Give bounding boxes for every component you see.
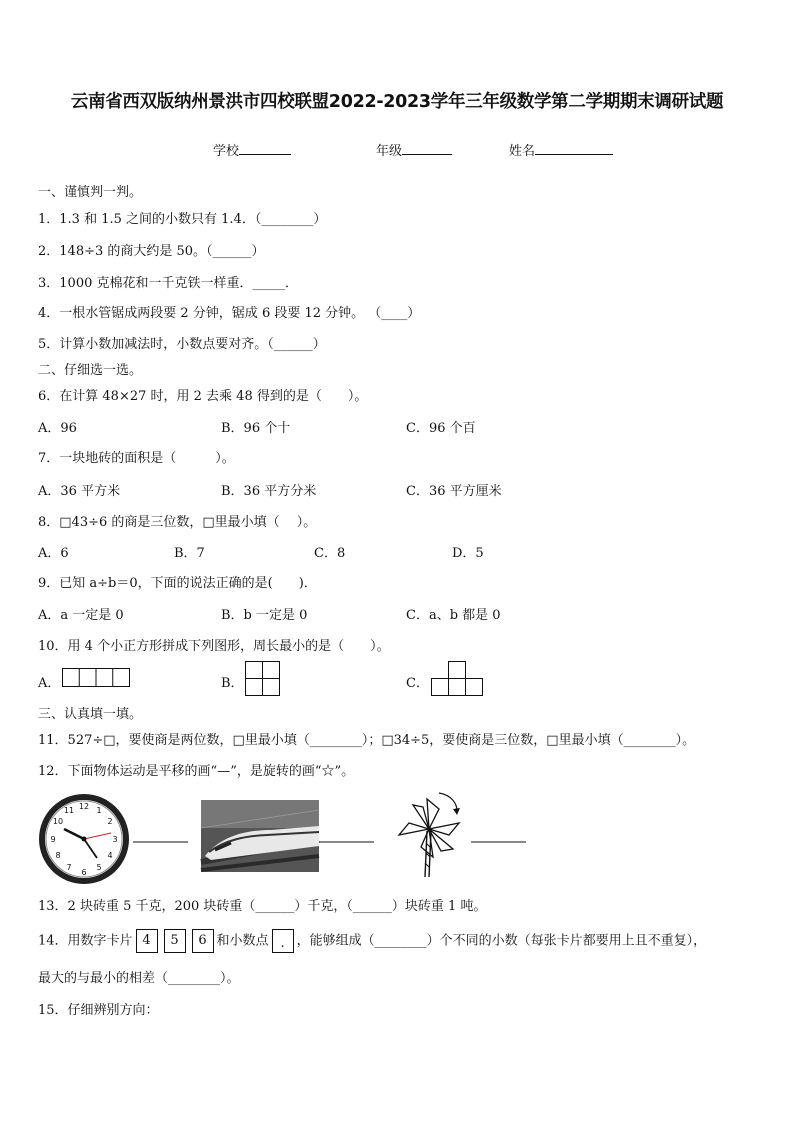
question-14-continued: 最大的与最小的相差（________）。 (38, 971, 240, 986)
school-blank (239, 142, 291, 155)
q14-text-start: 14．用数字卡片 (38, 933, 133, 949)
question-13: 13．2 块砖重 5 千克，200 块砖重（______）千克，（______）块砖重 1 吨。 (38, 899, 487, 914)
section-3-heading: 三、认真填一填。 (38, 707, 143, 722)
clock-answer-line (133, 841, 189, 843)
question-14 (38, 929, 706, 953)
q8-option-c: C．8 (314, 546, 346, 561)
decimal-point-card: . (272, 929, 294, 953)
q9-option-a: A．a 一定是 0 (38, 608, 124, 623)
q8-option-a: A．6 (38, 546, 69, 561)
question-7: 7．一块地砖的面积是（ ）。 (38, 451, 235, 466)
svg-text:8: 8 (55, 851, 61, 860)
question-15: 15．仔细辨别方向： (38, 1003, 159, 1018)
grade-blank (402, 142, 452, 155)
question-12: 12．下面物体运动是平移的画“—”，是旋转的画“☆”。 (38, 764, 355, 779)
svg-text:6: 6 (81, 868, 87, 877)
digit-card-6: 6 (192, 929, 214, 953)
question-5: 5．计算小数加减法时，小数点要对齐。（______） (38, 337, 326, 352)
train-answer-line (319, 841, 375, 843)
svg-text:1: 1 (96, 806, 102, 815)
q6-option-b: B．96 个十 (221, 421, 291, 436)
svg-text:7: 7 (66, 863, 72, 872)
grade-field (376, 140, 452, 159)
q6-option-a: A．96 (38, 421, 77, 436)
pinwheel-answer-line (471, 841, 527, 843)
name-blank (535, 142, 613, 155)
svg-text:5: 5 (96, 863, 102, 872)
svg-text:9: 9 (50, 835, 56, 844)
q9-option-b: B．b 一定是 0 (221, 608, 308, 623)
question-11: 11．527÷□，要使商是两位数，□里最小填（________）；□34÷5，要使商是三位数，□里最小填（________）。 (38, 733, 696, 748)
section-1-heading: 一、谨慎判一判。 (38, 185, 143, 200)
question-8: 8．□43÷6 的商是三位数，□里最小填（ ）。 (38, 515, 317, 530)
section-2-heading: 二、仔细选一选。 (38, 363, 143, 378)
q10-option-a-label: A． (38, 676, 61, 691)
q7-option-b: B．36 平方分米 (221, 484, 317, 499)
question-4: 4．一根水管锯成两段要 2 分钟，锯成 6 段要 12 分钟。 （____） (38, 306, 421, 321)
pinwheel-image (393, 787, 469, 877)
question-6: 6．在计算 48×27 时，用 2 去乘 48 得到的是（ ）。 (38, 389, 368, 404)
q8-option-b: B．7 (174, 546, 205, 561)
q14-text-middle: 和小数点 (216, 933, 269, 949)
q8-option-d: D．5 (452, 546, 484, 561)
q10-shape-b-square (245, 661, 281, 697)
q10-shape-c-t (431, 661, 485, 697)
svg-text:10: 10 (52, 817, 64, 826)
svg-text:2: 2 (107, 817, 113, 826)
svg-text:11: 11 (63, 806, 75, 815)
svg-text:12: 12 (78, 802, 90, 811)
school-field (213, 140, 291, 159)
q7-option-a: A．36 平方米 (38, 484, 121, 499)
name-field (509, 140, 613, 159)
question-1: 1．1.3 和 1.5 之间的小数只有 1.4．（________） (38, 212, 327, 227)
svg-text:4: 4 (107, 851, 113, 860)
question-3: 3．1000 克棉花和一千克铁一样重．_____． (38, 276, 298, 291)
q7-option-c: C．36 平方厘米 (406, 484, 502, 499)
svg-text:3: 3 (112, 835, 118, 844)
question-9: 9．已知 a÷b＝0，下面的说法正确的是( )． (38, 576, 317, 591)
q10-option-b-label: B． (221, 676, 244, 691)
name-label: 姓名 (509, 144, 536, 159)
q14-text-end: ，能够组成（________）个不同的小数（每张卡片都要用上且不重复）， (296, 933, 707, 949)
school-label: 学校 (213, 144, 240, 159)
q6-option-c: C．96 个百 (406, 421, 476, 436)
train-image (201, 800, 319, 872)
q10-shape-a-row (62, 668, 132, 688)
grade-label: 年级 (376, 144, 403, 159)
clock-image (37, 792, 131, 886)
q9-option-c: C．a、b 都是 0 (406, 608, 501, 623)
q10-option-c-label: C． (406, 676, 429, 691)
question-2: 2．148÷3 的商大约是 50。（______） (38, 244, 265, 259)
digit-card-4: 4 (136, 929, 158, 953)
exam-title: 云南省西双版纳州景洪市四校联盟2022-2023学年三年级数学第二学期期末调研试题 (70, 92, 724, 112)
question-10: 10．用 4 个小正方形拼成下列图形，周长最小的是（ ）。 (38, 639, 390, 654)
digit-card-5: 5 (164, 929, 186, 953)
